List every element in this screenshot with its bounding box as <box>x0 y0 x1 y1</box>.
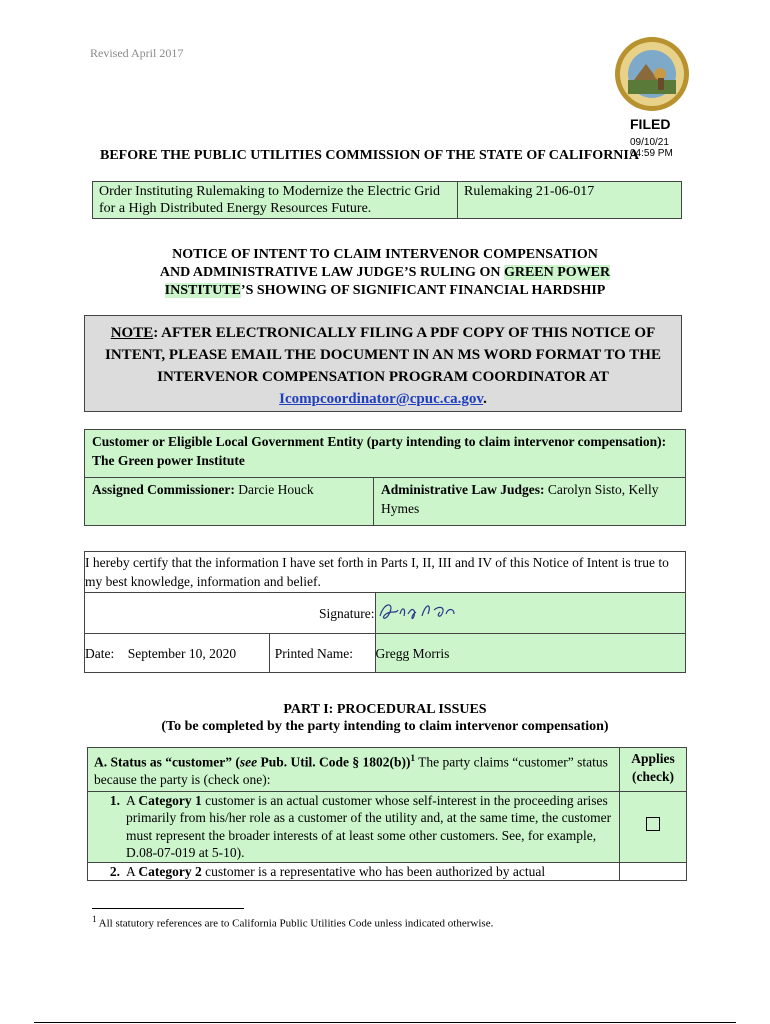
party-name-highlight: INSTITUTE <box>164 283 241 298</box>
footnote-number: 1 <box>92 914 97 924</box>
commissioner-cell <box>85 478 374 526</box>
cpuc-seal-icon <box>614 36 690 112</box>
party-name-highlight: GREEN POWER <box>503 265 611 280</box>
category-2-checkbox-cell <box>620 862 687 881</box>
customer-cell <box>85 430 686 478</box>
applies-header: Applies (check) <box>620 748 687 792</box>
party-table <box>84 429 686 526</box>
alj-value: Carolyn Sisto, Kelly Hymes <box>381 482 659 516</box>
customer-status-table <box>87 747 687 881</box>
certification-text: I hereby certify that the information I have set forth in Parts I, II, III and IV of this Notice of Intent is true to my best knowledge, information and belief. <box>85 552 686 593</box>
alj-label: Administrative Law Judges: <box>381 482 545 497</box>
customer-label: Customer or Eligible Local Government Entity (party intending to claim intervenor compensation): <box>92 434 667 449</box>
date-value: September 10, 2020 <box>127 645 237 661</box>
filed-stamp: FILED <box>630 116 671 132</box>
commissioner-value: Darcie Houck <box>238 482 314 497</box>
category-1-checkbox-cell <box>620 791 687 862</box>
footnote-ref: 1 <box>410 753 416 763</box>
note-label: NOTE <box>110 325 154 341</box>
notice-title-line-2: AND ADMINISTRATIVE LAW JUDGE’S RULING ON GREEN POWER <box>159 265 611 280</box>
status-item-2: 2. A Category 2 customer is a representative who has been authorized by actual <box>88 862 620 881</box>
footnote-text: All statutory references are to California Public Utilities Code unless indicated otherwise. <box>98 917 494 930</box>
signature-image <box>376 596 458 630</box>
customer-value: The Green power Institute <box>92 453 245 468</box>
notice-title-line-3: INSTITUTE’S SHOWING OF SIGNIFICANT FINANCIAL HARDSHIP <box>164 283 606 298</box>
revision-note: Revised April 2017 <box>90 46 184 60</box>
printed-name-label: Printed Name: <box>269 634 375 673</box>
printed-name-value: Gregg Morris <box>375 634 685 673</box>
signature-field <box>375 593 685 634</box>
date-label: Date: <box>85 645 115 661</box>
status-heading-cell: A. Status as “customer” (see Pub. Util. Code § 1802(b))$^1$ The party claims “customer” status because the party is (check one): <box>88 748 620 792</box>
commissioner-label: Assigned Commissioner: <box>92 482 235 497</box>
alj-cell <box>374 478 686 526</box>
notice-title-line-1: NOTICE OF INTENT TO CLAIM INTERVENOR COMPENSATION <box>172 247 598 262</box>
coordinator-email-link[interactable]: Icompcoordinator@cpuc.ca.gov <box>279 391 484 407</box>
part-1-title <box>80 701 690 735</box>
signature-label: Signature: <box>85 593 376 634</box>
part-1-heading: PART I: PROCEDURAL ISSUES <box>283 702 487 717</box>
footnote-separator <box>92 908 244 909</box>
footnote <box>92 914 493 930</box>
date-cell <box>85 634 270 673</box>
caption-table <box>92 181 682 219</box>
note-box: NOTE: AFTER ELECTRONICALLY FILING A PDF COPY OF THIS NOTICE OF INTENT, PLEASE EMAIL THE DOCUMENT IN AN MS WORD FORMAT TO THE INTERVENOR COMPENSATION PROGRAM COORDINATOR AT Icompcoordinator@cpuc.ca.gov. <box>84 315 682 412</box>
status-item-1: 1. A Category 1 customer is an actual customer whose self-interest in the proceeding arises primarily from his/her role as a customer of the utility and, at the same time, the customer must represent the broader interests of at least some other customers. See, for example, D.08-07-019 at 5-10). <box>88 791 620 862</box>
note-text: : AFTER ELECTRONICALLY FILING A PDF COPY OF THIS NOTICE OF INTENT, PLEASE EMAIL THE DOCUMENT IN AN MS WORD FORMAT TO THE INTERVENOR COMPENSATION PROGRAM COORDINATOR AT <box>105 325 661 385</box>
proceeding-title: Order Instituting Rulemaking to Modernize the Electric Grid for a High Distributed Energy Resources Future. <box>93 182 458 219</box>
page-bottom-rule <box>34 1022 736 1023</box>
filed-date: 09/10/21 <box>630 137 669 148</box>
document-heading: BEFORE THE PUBLIC UTILITIES COMMISSION OF THE STATE OF CALIFORNIA <box>100 148 639 163</box>
part-1-subheading: (To be completed by the party intending to claim intervenor compensation) <box>161 719 609 734</box>
filed-time: 04:59 PM <box>630 148 673 159</box>
category-1-checkbox[interactable] <box>646 817 660 831</box>
notice-title <box>80 246 690 300</box>
proceeding-number: Rulemaking 21-06-017 <box>458 182 682 219</box>
certification-table <box>84 551 686 673</box>
